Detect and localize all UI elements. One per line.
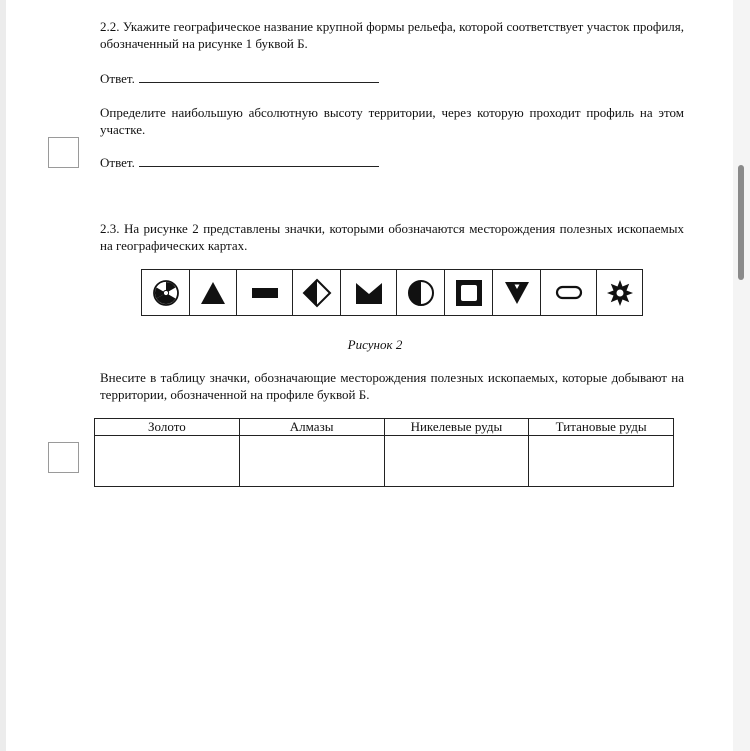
cell-gold[interactable]: [95, 436, 240, 487]
table-header-row: [95, 419, 674, 436]
header-titanium-ores: Титановые руды: [529, 419, 674, 436]
half-filled-circle-icon: [406, 278, 436, 308]
answer-row-2: [100, 154, 379, 171]
figure-caption: Рисунок 2: [347, 337, 403, 352]
cell-diamonds[interactable]: [239, 436, 384, 487]
answer-line[interactable]: [139, 70, 379, 83]
answer-label: Ответ.: [100, 155, 135, 170]
radiation-icon: [151, 278, 181, 308]
score-box-2-2[interactable]: [48, 137, 79, 168]
scrollbar-track[interactable]: [733, 0, 750, 751]
triangle-with-dot-icon: [502, 279, 532, 307]
symbol-cell: [445, 270, 493, 315]
question-2-2-text: 2.2. Укажите географическое название крупной формы рельефа, которой соответствует участок профиля, обозначенный на рисунке 1 буквой Б.: [100, 19, 684, 51]
answer-line[interactable]: [139, 154, 379, 167]
header-nickel-ores: Никелевые руды: [384, 419, 529, 436]
cell-titanium-ores[interactable]: [529, 436, 674, 487]
star-burst-icon: [605, 278, 635, 308]
symbol-cell: [142, 270, 190, 315]
framed-square-icon: [454, 278, 484, 308]
question-2-2-subtext: Определите наибольшую абсолютную высоту территории, через которую проходит профиль на этом участке.: [100, 105, 684, 137]
scrollbar-thumb[interactable]: [738, 165, 744, 280]
mineral-symbols-figure: [141, 269, 643, 316]
question-2-3-text: 2.3. На рисунке 2 представлены значки, которыми обозначаются месторождения полезных ископаемых на географических картах.: [100, 221, 684, 253]
header-diamonds: Алмазы: [239, 419, 384, 436]
half-filled-diamond-icon: [302, 278, 332, 308]
answer-label: Ответ.: [100, 71, 135, 86]
symbol-cell: [541, 270, 597, 315]
score-box-2-3[interactable]: [48, 442, 79, 473]
cell-nickel-ores[interactable]: [384, 436, 529, 487]
table-row: [95, 436, 674, 487]
minerals-table: [94, 418, 674, 487]
symbol-cell: [293, 270, 341, 315]
filled-rectangle-icon: [250, 283, 280, 303]
page-edge-left: [0, 0, 6, 751]
symbol-cell: [493, 270, 541, 315]
rounded-bar-icon: [554, 283, 584, 303]
symbol-cell: [597, 270, 642, 315]
question-2-3-instruction: Внесите в таблицу значки, обозначающие месторождения полезных ископаемых, которые добывают на территории, обозначенной на профиле буквой Б.: [100, 370, 684, 402]
header-gold: Золото: [95, 419, 240, 436]
symbol-cell: [237, 270, 293, 315]
symbol-cell: [190, 270, 237, 315]
symbol-cell: [341, 270, 397, 315]
filled-triangle-icon: [198, 279, 228, 307]
answer-row-1: [100, 70, 379, 87]
crown-shape-icon: [354, 280, 384, 306]
symbol-cell: [397, 270, 445, 315]
